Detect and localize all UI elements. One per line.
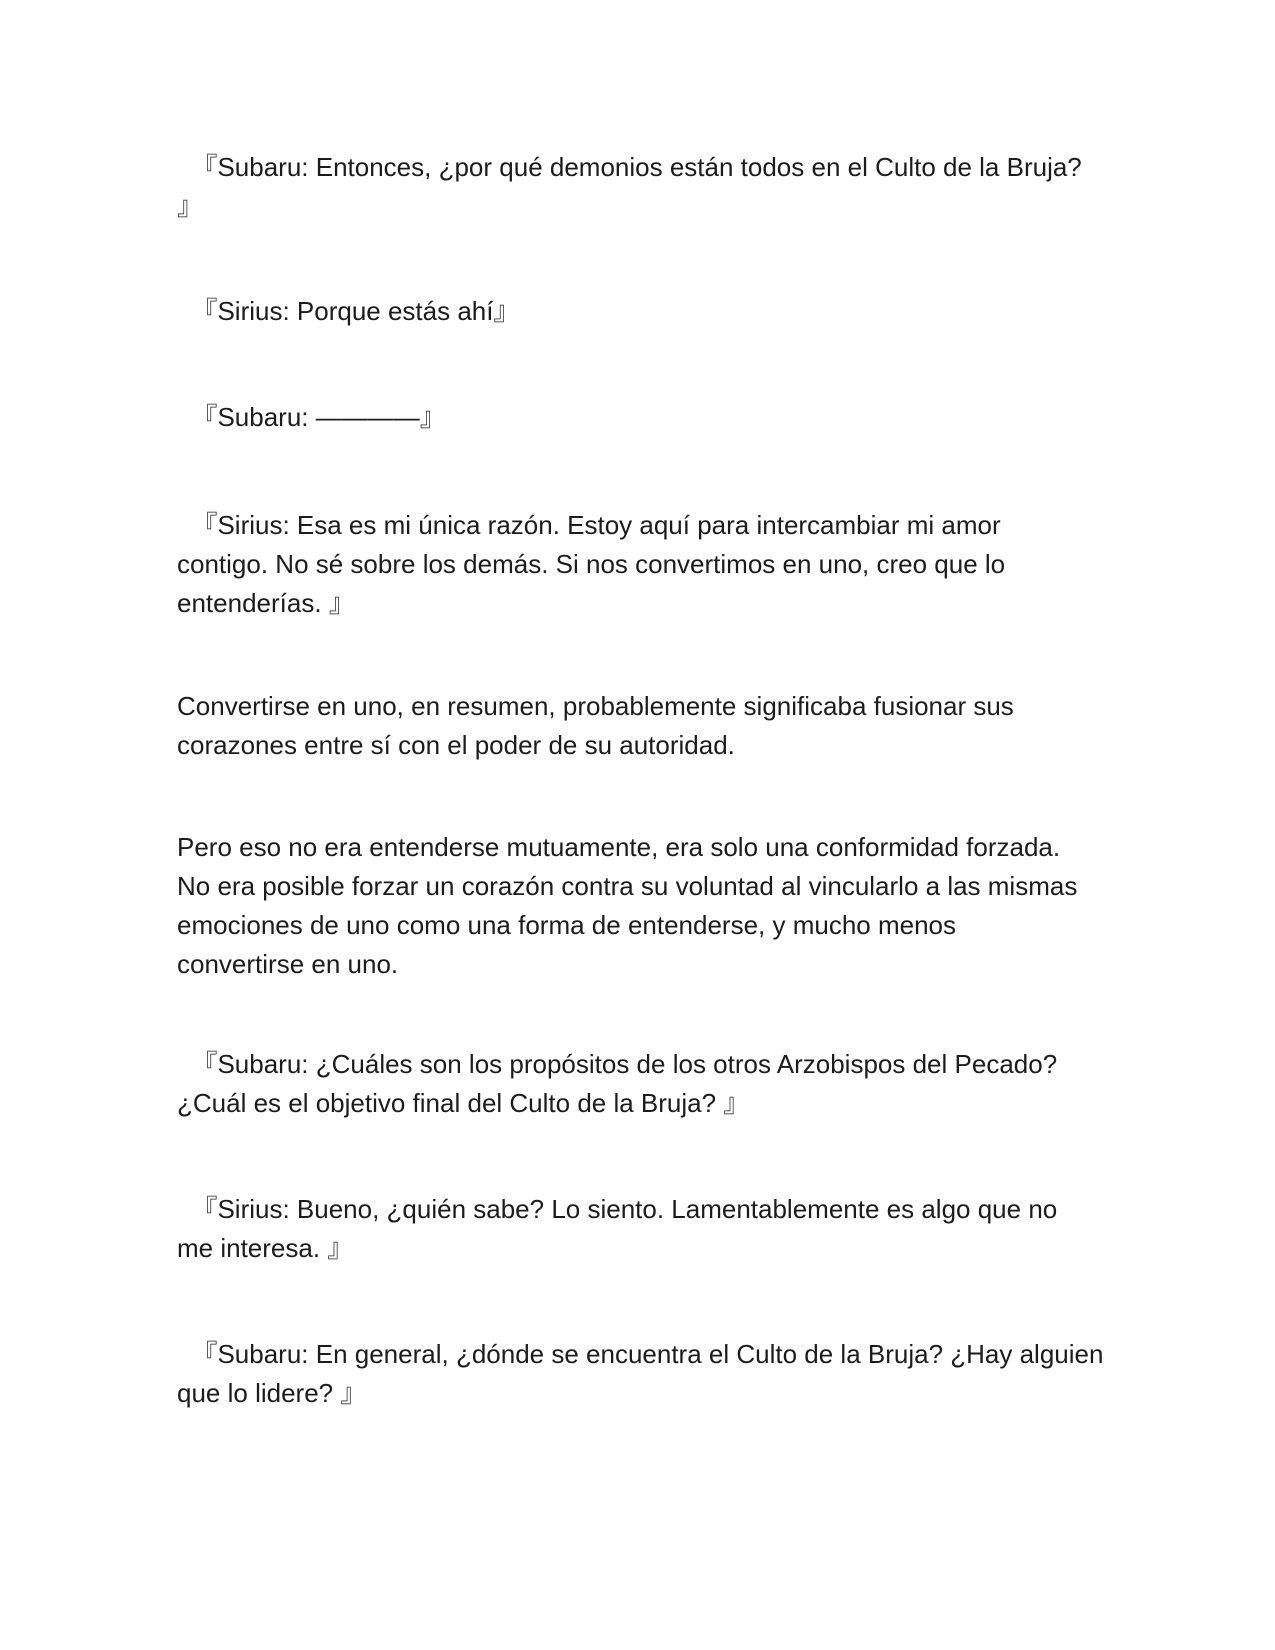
text-line: me interesa. 』 <box>177 1233 354 1263</box>
paragraph-narration-1 <box>177 687 1107 765</box>
text-line: contigo. No sé sobre los demás. Si nos convertimos en uno, creo que lo <box>177 549 1006 579</box>
text-line: convertirse en uno. <box>177 949 399 979</box>
text-line: No era posible forzar un corazón contra su voluntad al vincularlo a las mismas <box>177 871 1078 901</box>
paragraph-subaru-purposes <box>177 1045 1107 1123</box>
text-line: ¿Cuál es el objetivo final del Culto de la Bruja? 』 <box>177 1088 750 1118</box>
text-line: que lo lidere? 』 <box>177 1378 367 1408</box>
paragraph-subaru-location <box>177 1335 1107 1413</box>
paragraph-sirius-reason <box>177 506 1107 623</box>
text-line: 『Subaru: En general, ¿dónde se encuentra el Culto de la Bruja? ¿Hay alguien <box>177 1339 1104 1369</box>
text-line: 』 <box>177 191 204 221</box>
text-line: 『Sirius: Esa es mi única razón. Estoy aquí para intercambiar mi amor <box>177 510 1001 540</box>
text-line: 『Sirius: Bueno, ¿quién sabe? Lo siento. Lamentablemente es algo que no <box>177 1194 1058 1224</box>
text-line: 『Subaru: ————』 <box>177 402 446 432</box>
text-line: 『Subaru: ¿Cuáles son los propósitos de los otros Arzobispos del Pecado? <box>177 1049 1058 1079</box>
paragraph-narration-2 <box>177 828 1107 984</box>
paragraph-sirius-answer <box>177 292 1107 331</box>
paragraph-subaru-silence <box>177 398 1107 437</box>
paragraph-subaru-question <box>177 148 1107 226</box>
text-line: Pero eso no era entenderse mutuamente, era solo una conformidad forzada. <box>177 832 1061 862</box>
text-line: emociones de uno como una forma de entenderse, y mucho menos <box>177 910 957 940</box>
paragraph-sirius-indifference <box>177 1190 1107 1268</box>
text-line: entenderías. 』 <box>177 588 355 618</box>
text-line: 『Subaru: Entonces, ¿por qué demonios están todos en el Culto de la Bruja? <box>177 152 1082 182</box>
text-line: corazones entre sí con el poder de su autoridad. <box>177 730 735 760</box>
text-line: Convertirse en uno, en resumen, probablemente significaba fusionar sus <box>177 691 1014 721</box>
text-line: 『Sirius: Porque estás ahí』 <box>177 296 520 326</box>
